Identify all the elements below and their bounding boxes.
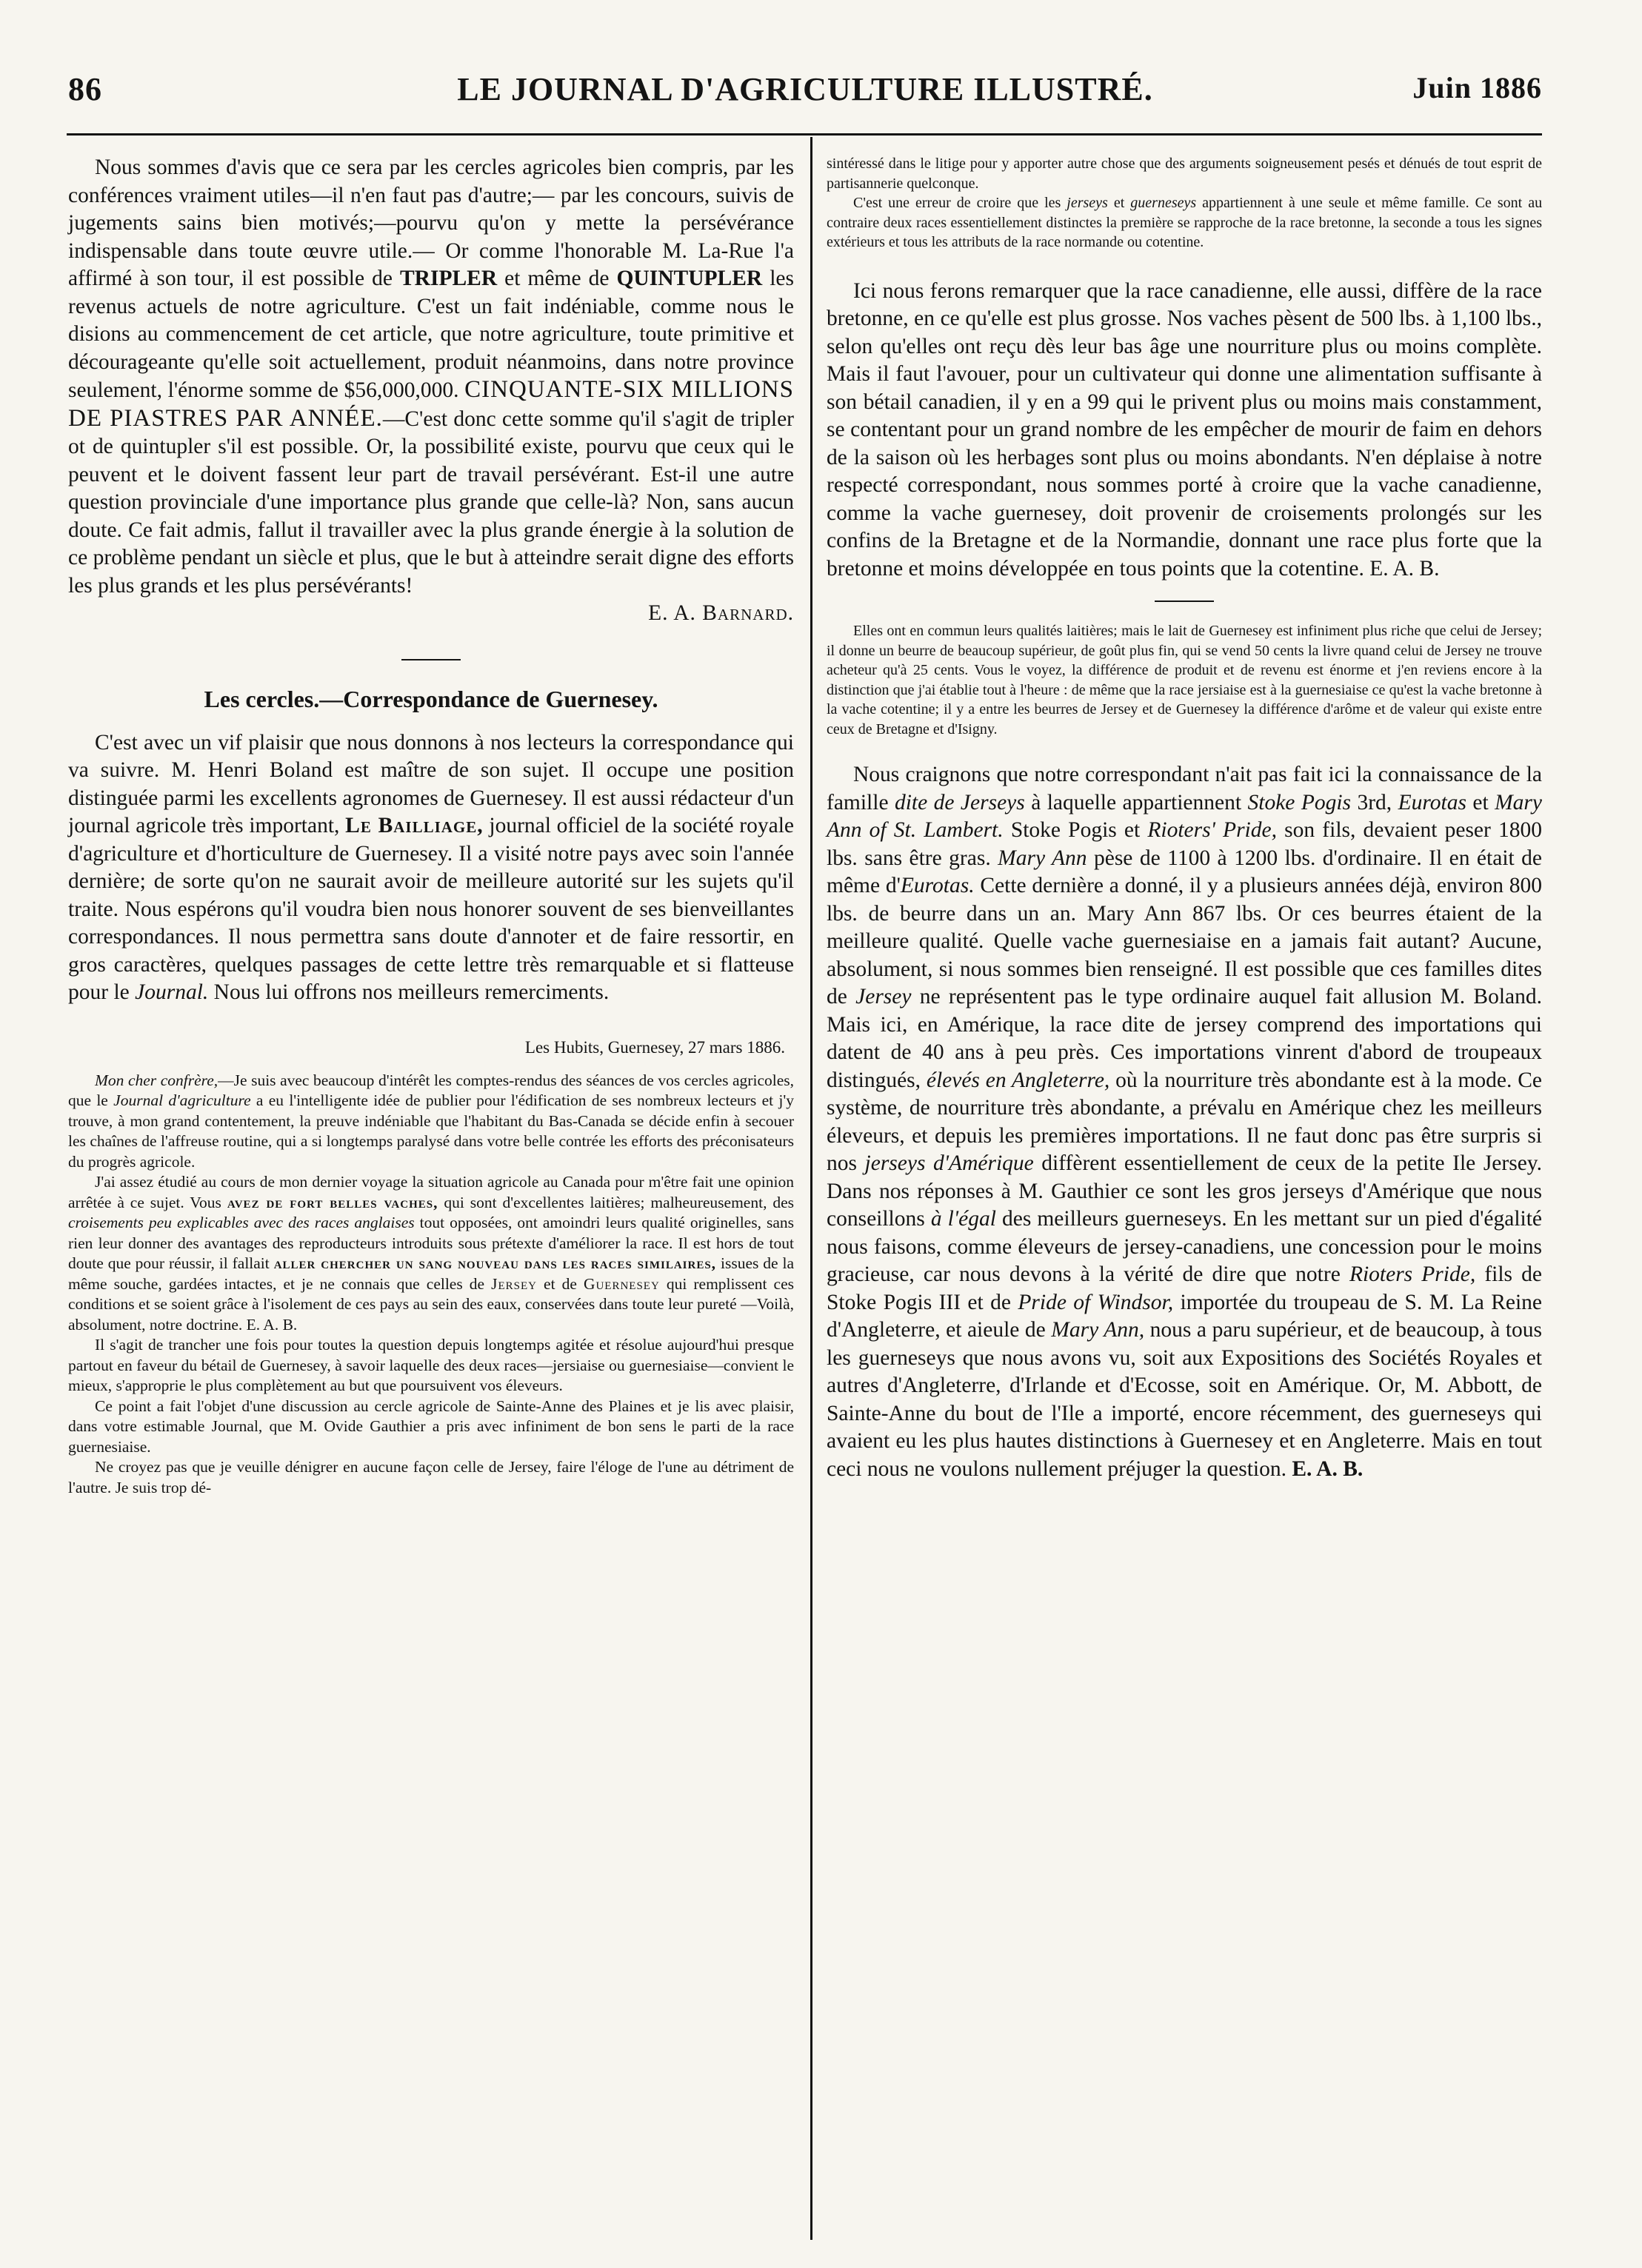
letter-paragraph: Il s'agit de trancher une fois pour toutes la question depuis longtemps agitée et résolue aujourd'hui presque partout en faveur du bétail de Guernesey, à savoir laquelle des deux races—jersiaise ou guernesiaise—convient le mieux, s'approprie le plus complètement au but que poursuivent vos éleveurs. [68, 1336, 794, 1394]
letter-paragraph: Ce point a fait l'objet d'une discussion au cercle agricole de Sainte-Anne des Plaines et je lis avec plaisir, dans votre estimable Journal, que M. Ovide Gauthier a pris avec infiniment de bon sens le parti de la race guernesiaise. [68, 1396, 794, 1456]
letter-paragraph: Elles ont en commun leurs qualités laitières; mais le lait de Guernesey est infiniment plus riche que celui de Jersey; il donne un beurre de beaucoup supérieur, de goût plus fin, qui se vend 50 cents la livre quand celui de Jersey ne trouve acheteur qu'à 25 cents. Vous le voyez, la différence de produit et de revenu est énorme et j'en reviens encore à la distinction que j'ai établie tout à l'heure : de même que la race jersiaise est à la guernesiaise ce qu'est la vache bretonne à la vache cotentine; il y a entre les beurres de Jersey et de Guernesey la différence d'arôme et de valeur qui existe entre ceux de Bretagne et d'Isigny. [827, 623, 1542, 737]
issue-date: Juin 1886 [1412, 71, 1542, 104]
section-title: Les cercles.—Correspondance de Guernesey. [204, 685, 658, 712]
page-number: 86 [68, 71, 102, 107]
left-column [68, 154, 794, 1498]
article-paragraph: Nous sommes d'avis que ce sera par les cercles agricoles bien compris, par les conférences vraiment utiles—il n'en faut pas d'autre;— par les concours, suivis de jugements sains bien motivés;—pourvu qu'on y mette la persévérance indispensable dans toute œuvre utile.— Or comme l'honorable M. La-Rue l'a affirmé à son tour, il est possible de TRIPLER et même de QUINTUPLER les revenus actuels de notre agriculture. C'est un fait indéniable, comme nous le disions au commencement de cet article, que notre agriculture, toute primitive et décourageante qu'elle soit actuellement, produit néanmoins, dans notre province seulement, l'énorme somme de $56,000,000. CINQUANTE-SIX MILLIONS DE PIASTRES PAR ANNÉE.—C'est donc cette somme qu'il s'agit de tripler ot de quintupler s'il est possible. Or, la possibilité existe, pourvu que ceux qui le peuvent et le doivent fassent leur part de travail persévérant. Est-il une autre question provinciale d'une importance plus grande que celle-là? Non, sans aucun doute. Ce fait admis, fallut il travailler avec la plus grande énergie à la solution de ce problème pendant un siècle et plus, que le but à atteindre serait digne des efforts les plus grands et les plus persévérants! [68, 155, 794, 598]
letter-paragraph: J'ai assez étudié au cours de mon dernier voyage la situation agricole au Canada pour m'être fait une opinion arrêtée à ce sujet. Vous avez de fort belles vaches, qui sont d'excellentes laitières; malheureusement, des croisements peu explicables avec des races anglaises tout opposées, ont amoindri leurs qualité originelles, sans rien leur donner des avantages des reproducteurs introduits sous prétexte d'améliorer la race. Il est hors de tout doute que pour réussir, il fallait aller chercher un sang nouveau dans les races similaires, issues de la même souche, gardées intactes, et je ne connais que celles de Jersey et de Guernesey qui remplissent ces conditions et se soient grâce à l'isolement de ces pays au sein des eaux, conservées dans toute leur pureté —Voilà, absolument, notre doctrine. E. A. B. [68, 1173, 795, 1334]
author-signature: E. A. Barnard. [648, 601, 794, 625]
letter-dateline: Les Hubits, Guernesey, 27 mars 1886. [524, 1037, 785, 1057]
letter-paragraph: Mon cher confrère,—Je suis avec beaucoup d'intérêt les comptes-rendus des séances de vos cercles agricoles, que le Journal d'agriculture a eu l'intelligente idée de publier pour l'édification de ses nombreux lecteurs et j'y trouve, à mon grand contentement, la preuve indéniable que l'habitant du Bas-Canada se décide enfin à secouer les chaînes de l'affreuse routine, qui a si longtemps paralysé dans votre belle contrée les efforts des préconisateurs du progrès agricole. [68, 1071, 794, 1171]
page-header [68, 70, 1542, 115]
right-column [827, 154, 1542, 1483]
editor-note: C'est une erreur de croire que les jerseys et guerneseys appartiennent à une seule et même famille. Ce sont au contraire deux races essentiellement distinctes la première se rapproche de la race bretonne, la seconde a tous les signes extérieurs et tous les attributs de la race normande ou cotentine. [827, 195, 1543, 250]
section-separator [1155, 601, 1214, 602]
intro-paragraph: C'est avec un vif plaisir que nous donnons à nos lecteurs la correspondance qui va suivre. M. Henri Boland est maître de son sujet. Il occupe une position distinguée parmi les excellents agronomes de Guernesey. Il est aussi rédacteur d'un journal agricole très important, Le Bailliage, journal officiel de la société royale d'agriculture et d'horticulture de Guernesey. Il a visité notre pays avec soin l'année dernière; de sorte qu'on ne saurait avoir de meilleure autorité sur les sujets qu'il traite. Nous espérons qu'il voudra bien nous honorer souvent de ses bienveillantes correspondances. Il nous permettra sans doute d'annoter et de faire ressortir, en gros caractères, quelques passages de cette lettre très remarquable et si flatteuse pour le Journal. Nous lui offrons nos meilleurs remerciments. [68, 730, 794, 1004]
editor-commentary: Nous craignons que notre correspondant n'ait pas fait ici la connaissance de la famille dite de Jerseys à laquelle appartiennent Stoke Pogis 3rd, Eurotas et Mary Ann of St. Lambert. Stoke Pogis et Rioters' Pride, son fils, devaient peser 1800 lbs. sans être gras. Mary Ann pèse de 1100 à 1200 lbs. d'ordinaire. Il en était de même d'Eurotas. Cette dernière a donné, il y a plusieurs années déjà, environ 800 lbs. de beurre dans un an. Mary Ann 867 lbs. Or ces beurres étaient de la meilleure qualité. Quelle vache guernesiaise en a jamais fait autant? Aucune, absolument, si nous sommes bien renseigné. Il est possible que ces familles dites de Jersey ne représentent pas le type ordinaire auquel fait allusion M. Boland. Mais ici, en Amérique, la race dite de jersey comprend des importations qui datent de 40 ans à peu près. Ces importations vinrent d'abord de troupeaux distingués, élevés en Angleterre, où la nourriture très abondante est à la mode. Ce système, de nourriture très abondante, a prévalu en Amérique chez les meilleurs éleveurs, et depuis les premières importations. Il ne faut donc pas être surpris si nos jerseys d'Amérique diffèrent essentiellement de ceux de la petite Ile Jersey. Dans nos réponses à M. Gauthier ce sont les gros jerseys d'Amérique que nous conseillons à l'égal des meilleurs guerneseys. En les mettant sur un pied d'égalité nous faisons, comme éleveurs de jersey-canadiens, une concession pour le moins gracieuse, car nous devons à la vérité de dire que notre Rioters Pride, fils de Stoke Pogis III et de Pride of Windsor, importée du troupeau de S. M. La Reine d'Angleterre, et aieule de Mary Ann, nous a paru supérieur, et de beaucoup, à tous les guerneseys que nous avons vu, soit aux Expositions des Sociétés Royales et autres d'Angleterre, d'Irlande et d'Ecosse, soit en Amérique. Or, M. Abbott, de Sainte-Anne du bout de l'Ile a importé, encore récemment, des guerneseys qui avaient eu les plus hautes distinctions à Guernesey et en Angleterre. Mais en tout ceci nous ne voulons nullement préjuger la question. E. A. B. [827, 763, 1543, 1481]
journal-title: LE JOURNAL D'AGRICULTURE ILLUSTRÉ. [457, 71, 1153, 107]
section-separator [401, 659, 461, 660]
letter-paragraph: Ne croyez pas que je veuille dénigrer en aucune façon celle de Jersey, faire l'éloge de l'une au détriment de l'autre. Je suis trop dé- [68, 1458, 794, 1496]
header-rule [67, 133, 1542, 136]
column-divider [810, 137, 812, 2240]
editor-commentary: Ici nous ferons remarquer que la race canadienne, elle aussi, diffère de la race bretonne, en ce qu'elle est plus grosse. Nos vaches pèsent de 500 lbs. à 1,100 lbs., selon qu'elles ont reçu dès leur bas âge une nourriture plus ou moins complète. Mais il faut l'avouer, pour un cultivateur qui donne une alimentation suffisante à son bétail canadien, il y en a 99 qui le privent plus ou moins mais constamment, se contentant pour un grand nombre de les empêcher de mourir de faim en dehors de la saison où les herbages sont plus ou moins abondants. N'en déplaise à notre respecté correspondant, nous sommes porté à croire que la vache canadienne, comme la vache guernesey, doit provenir de croisements prolongés sur les confins de la Bretagne et de la Normandie, donnant une race plus forte que la bretonne et moins développée en tous points que la cotentine. E. A. B. [827, 278, 1542, 581]
letter-continuation: sintéressé dans le litige pour y apporter autre chose que des arguments soigneusement pesés et dénués de tout esprit de partisannerie quelconque. [827, 155, 1542, 192]
